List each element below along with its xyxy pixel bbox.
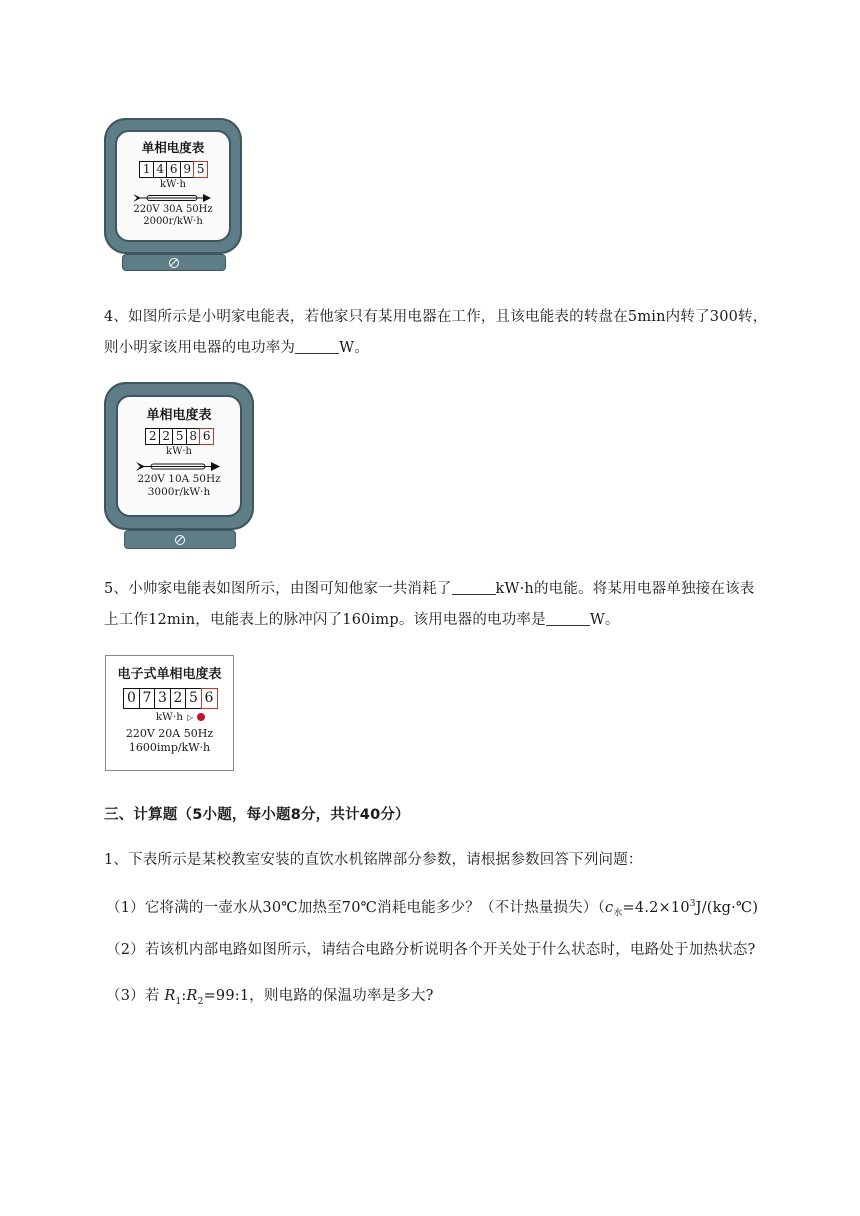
arrow-disc-icon: [136, 460, 222, 473]
meter-unit: kW·h: [155, 711, 184, 723]
sub3-text: （3）若: [106, 988, 160, 1004]
meter-digit: 6: [166, 161, 181, 178]
calc-question-1: 1、下表所示是某校教室安装的直饮水机铭牌部分参数，请根据参数回答下列问题：: [104, 852, 643, 868]
sub3-subscript: 2: [197, 996, 204, 1007]
meter-digit-decimal: 5: [193, 161, 208, 178]
sub1-text: =4.2×10: [622, 899, 690, 916]
meter-base: [122, 254, 226, 271]
meter-spec-constant: 3000r/kW·h: [147, 486, 211, 498]
q4-line2: [104, 333, 804, 364]
q5-text: kW·h的电能。将某用电器单独接在该表: [495, 581, 755, 597]
sub1-exponent: 3: [689, 899, 696, 909]
meter-digit: 7: [139, 688, 156, 709]
section-heading: 三、计算题（5小题，每小题8分，共计40分）: [104, 807, 410, 823]
meter-digits: [139, 161, 207, 178]
electronic-meter-image: [105, 655, 234, 771]
meter-title: 电子式单相电度表: [117, 667, 222, 682]
meter-digit: 5: [172, 428, 187, 445]
sub3-symbol: R: [186, 988, 198, 1004]
q4-line1: 4、如图所示是小明家电能表，若他家只有某用电器在工作，且该电能表的转盘在5min内转了300转，: [104, 309, 768, 325]
q4-text: 则小明家该用电器的电功率为: [104, 340, 296, 356]
meter-spec-rating: 220V 20A 50Hz: [125, 727, 214, 740]
cancel-circle-icon: [169, 258, 179, 268]
sub-question-2: （2）若该机内部电路如图所示，请结合电路分析说明各个开关处于什么状态时，电路处于加热状态?: [106, 942, 756, 958]
sub3-text: :: [181, 988, 187, 1004]
meter-title: 单相电度表: [141, 140, 205, 155]
answer-blank: [546, 611, 590, 626]
meter-title: 单相电度表: [146, 408, 212, 423]
meter-digit-decimal: 6: [199, 428, 214, 445]
meter-image-2: [104, 382, 254, 550]
meter-digit: 4: [153, 161, 168, 178]
question-4: [104, 302, 804, 364]
question-5: [104, 574, 804, 636]
sub3-text: =99:1，则电路的保温功率是多大?: [203, 988, 434, 1004]
meter-spec-rating: 220V 10A 50Hz: [137, 473, 221, 485]
sub1-text: （1）它将满的一壶水从30℃加热至70℃消耗电能多少？（不计热量损失）（: [106, 899, 606, 916]
pulse-led-icon: [197, 713, 205, 721]
meter-unit: kW·h: [166, 446, 192, 457]
q5-text: 5、小帅家电能表如图所示，由图可知他家一共消耗了: [104, 581, 452, 597]
meter-digit: 3: [154, 688, 171, 709]
q5-line2: [104, 605, 804, 636]
q4-unit: W。: [339, 340, 369, 356]
meter-digit: 2: [159, 428, 174, 445]
arrow-disc-icon: [133, 192, 213, 204]
answer-blank: [452, 580, 496, 595]
q5-line1: [104, 574, 804, 605]
q5-text: 上工作12min，电能表上的脉冲闪了160imp。该用电器的电功率是: [104, 612, 546, 628]
meter-digit: 9: [180, 161, 195, 178]
meter-digit: 8: [186, 428, 201, 445]
answer-blank: [295, 339, 339, 354]
meter-digit: 0: [123, 688, 140, 709]
sub1-text: J/(kg·℃): [695, 899, 759, 916]
meter-base: [124, 530, 236, 549]
meter-digit: 2: [170, 688, 187, 709]
pulse-arrow-icon: ▷: [187, 712, 194, 722]
meter-digits: [145, 428, 213, 445]
meter-digit: 5: [185, 688, 202, 709]
q5-unit: W。: [589, 612, 620, 628]
meter-unit: kW·h: [160, 179, 186, 190]
sub1-symbol: c: [605, 899, 614, 916]
cancel-circle-icon: [175, 535, 185, 545]
meter-image-1: [104, 118, 242, 272]
sub-question-1: [106, 889, 826, 930]
sub-question-3: [106, 981, 806, 1018]
meter-spec-rating: 220V 30A 50Hz: [133, 204, 213, 215]
meter-spec-constant: 1600imp/kW·h: [128, 741, 211, 754]
sub1-subscript: 水: [613, 908, 623, 919]
meter-digit-decimal: 6: [201, 688, 218, 709]
meter-spec-constant: 2000r/kW·h: [143, 216, 203, 227]
meter-unit-row: [128, 711, 233, 723]
sub3-subscript: 1: [175, 996, 182, 1007]
sub3-symbol: R: [164, 988, 176, 1004]
meter-digits: [123, 688, 216, 709]
meter-digit: 1: [139, 161, 154, 178]
meter-digit: 2: [145, 428, 160, 445]
